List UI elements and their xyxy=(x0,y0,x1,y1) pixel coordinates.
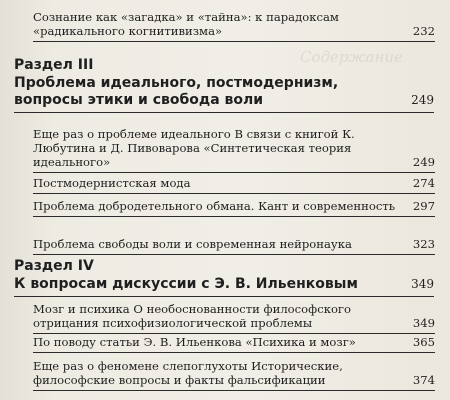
entry-title: Еще раз о феномене слепоглухоты Исторические, философские вопросы и факты фальсификации xyxy=(33,359,343,387)
section-title xyxy=(14,276,434,293)
entry-underline xyxy=(33,254,435,255)
section-label: Раздел IV xyxy=(14,258,94,274)
toc-entry xyxy=(33,127,435,169)
entry-underline xyxy=(33,193,435,194)
entry-underline xyxy=(33,172,435,173)
entry-page-number: 249 xyxy=(412,155,435,169)
show-through-text: Содержание xyxy=(300,48,403,66)
section-title-text: К вопросам дискуссии с Э. В. Ильенковым xyxy=(14,276,358,292)
entry-page-number: 323 xyxy=(412,237,435,251)
toc-entry xyxy=(33,10,435,38)
entry-page-number: 374 xyxy=(412,373,435,387)
entry-title: Еще раз о проблеме идеального В связи с книгой К. Любутина и Д. Пивоварова «Синтетическая теория идеального» xyxy=(33,127,355,169)
entry-underline xyxy=(33,390,435,391)
section-label: Раздел III xyxy=(14,57,94,73)
toc-entry xyxy=(33,302,435,330)
entry-page-number: 232 xyxy=(412,24,435,38)
section-title-text: Проблема идеального, постмодернизм, вопросы этики и свобода воли xyxy=(14,75,339,108)
entry-underline xyxy=(33,41,435,42)
entry-title: Проблема добродетельного обмана. Кант и современность xyxy=(33,199,396,213)
entry-page-number: 297 xyxy=(412,199,435,213)
entry-title: Мозг и психика О необоснованности философского отрицания психофизиологической проблемы xyxy=(33,302,351,330)
entry-page-number: 365 xyxy=(412,335,435,349)
toc-entry xyxy=(33,335,435,349)
entry-underline xyxy=(33,333,435,334)
entry-title: Постмодернистская мода xyxy=(33,176,191,190)
entry-underline xyxy=(33,216,435,217)
toc-entry xyxy=(33,199,435,213)
entry-page-number: 349 xyxy=(412,316,435,330)
toc-entry xyxy=(33,176,435,190)
entry-title: По поводу статьи Э. В. Ильенкова «Психика и мозг» xyxy=(33,335,356,349)
section-underline xyxy=(14,112,434,113)
section-page-number: 249 xyxy=(411,93,434,107)
section-title xyxy=(14,75,434,109)
entry-page-number: 274 xyxy=(412,176,435,190)
section-underline xyxy=(14,296,434,297)
entry-title: Проблема свободы воли и современная нейронаука xyxy=(33,237,352,251)
toc-entry xyxy=(33,237,435,251)
entry-title: Сознание как «загадка» и «тайна»: к парадоксам «радикального когнитивизма» xyxy=(33,10,339,38)
toc-entry xyxy=(33,359,435,387)
entry-underline xyxy=(33,352,435,353)
section-page-number: 349 xyxy=(411,277,434,291)
